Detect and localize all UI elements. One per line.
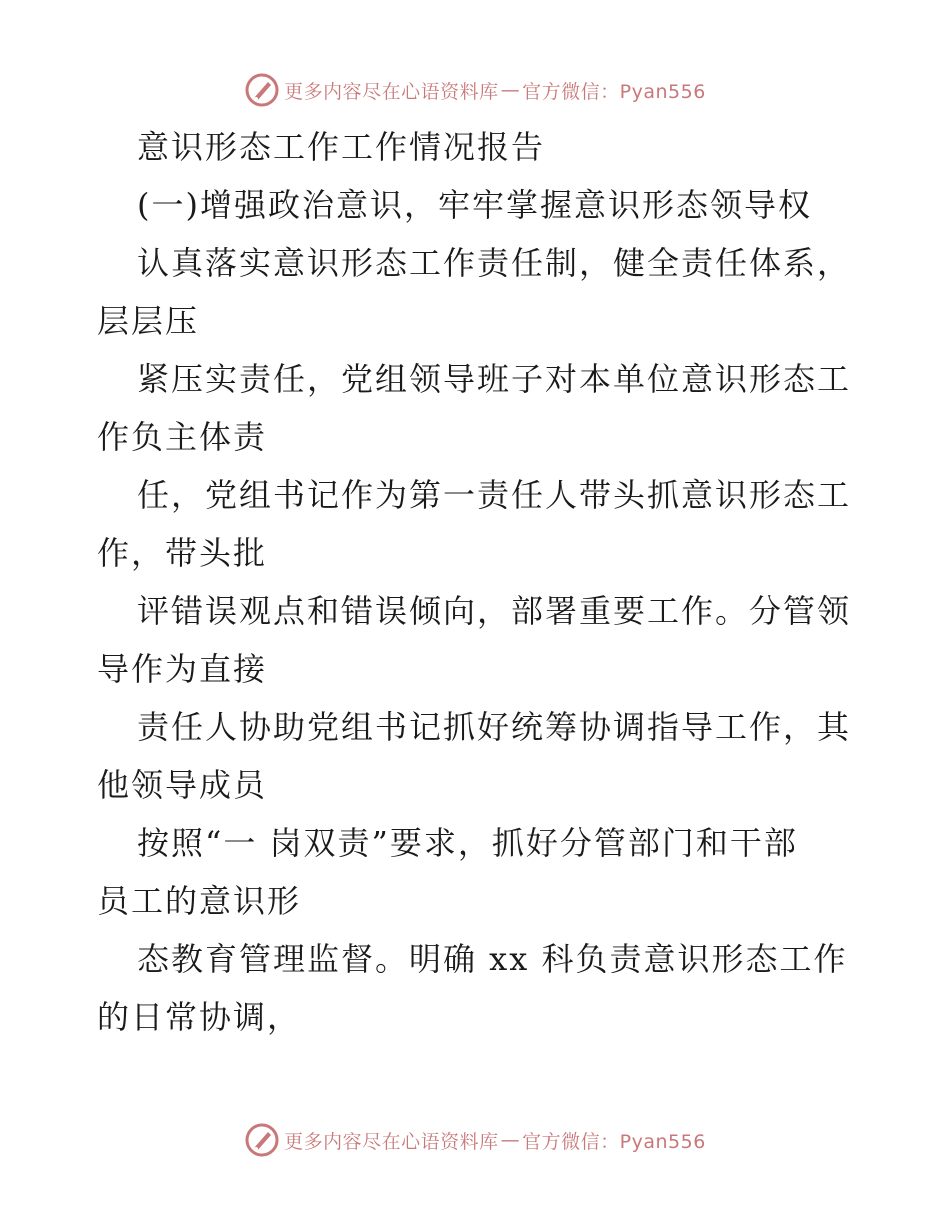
paragraph-line: 作负主体责 xyxy=(97,418,268,456)
watermark-contact: 官方微信：Pyan556 xyxy=(522,1130,706,1153)
paragraph-line: 作，带头批 xyxy=(97,534,268,572)
paragraph-line: 态教育管理监督。明确 xx 科负责意识形态工作 xyxy=(137,940,848,978)
paragraph-line: 认真落实意识形态工作责任制，健全责任体系， xyxy=(137,244,852,282)
paragraph-line: 评错误观点和错误倾向，部署重要工作。分管领 xyxy=(137,592,852,630)
document-title: 意识形态工作工作情况报告 xyxy=(137,128,546,166)
pen-logo-icon xyxy=(244,72,280,108)
footer-watermark xyxy=(0,1120,950,1160)
pen-logo-icon xyxy=(244,1122,280,1158)
paragraph-line: (一)增强政治意识，牢牢掌握意识形态领导权 xyxy=(137,186,812,224)
watermark-contact: 官方微信：Pyan556 xyxy=(522,80,706,103)
paragraph-line: 任，党组书记作为第一责任人带头抓意识形态工 xyxy=(137,476,852,514)
paragraph-line: 责任人协助党组书记抓好统筹协调指导工作，其 xyxy=(137,708,852,746)
paragraph-line: 的日常协调， xyxy=(97,998,302,1036)
paragraph-line: 他领导成员 xyxy=(97,766,268,804)
watermark-separator: — xyxy=(500,1129,521,1151)
watermark-separator: — xyxy=(500,79,521,101)
document-body xyxy=(97,118,857,1046)
paragraph-line: 导作为直接 xyxy=(97,650,268,688)
paragraph-line: 员工的意识形 xyxy=(97,882,302,920)
watermark-text: 更多内容尽在心语资料库 xyxy=(284,1130,499,1153)
paragraph-line: 按照“一 岗双责”要求，抓好分管部门和干部 xyxy=(137,824,798,862)
paragraph-line: 紧压实责任，党组领导班子对本单位意识形态工 xyxy=(137,360,852,398)
paragraph-line: 层层压 xyxy=(97,302,200,340)
watermark-text: 更多内容尽在心语资料库 xyxy=(284,80,499,103)
header-watermark xyxy=(0,70,950,110)
